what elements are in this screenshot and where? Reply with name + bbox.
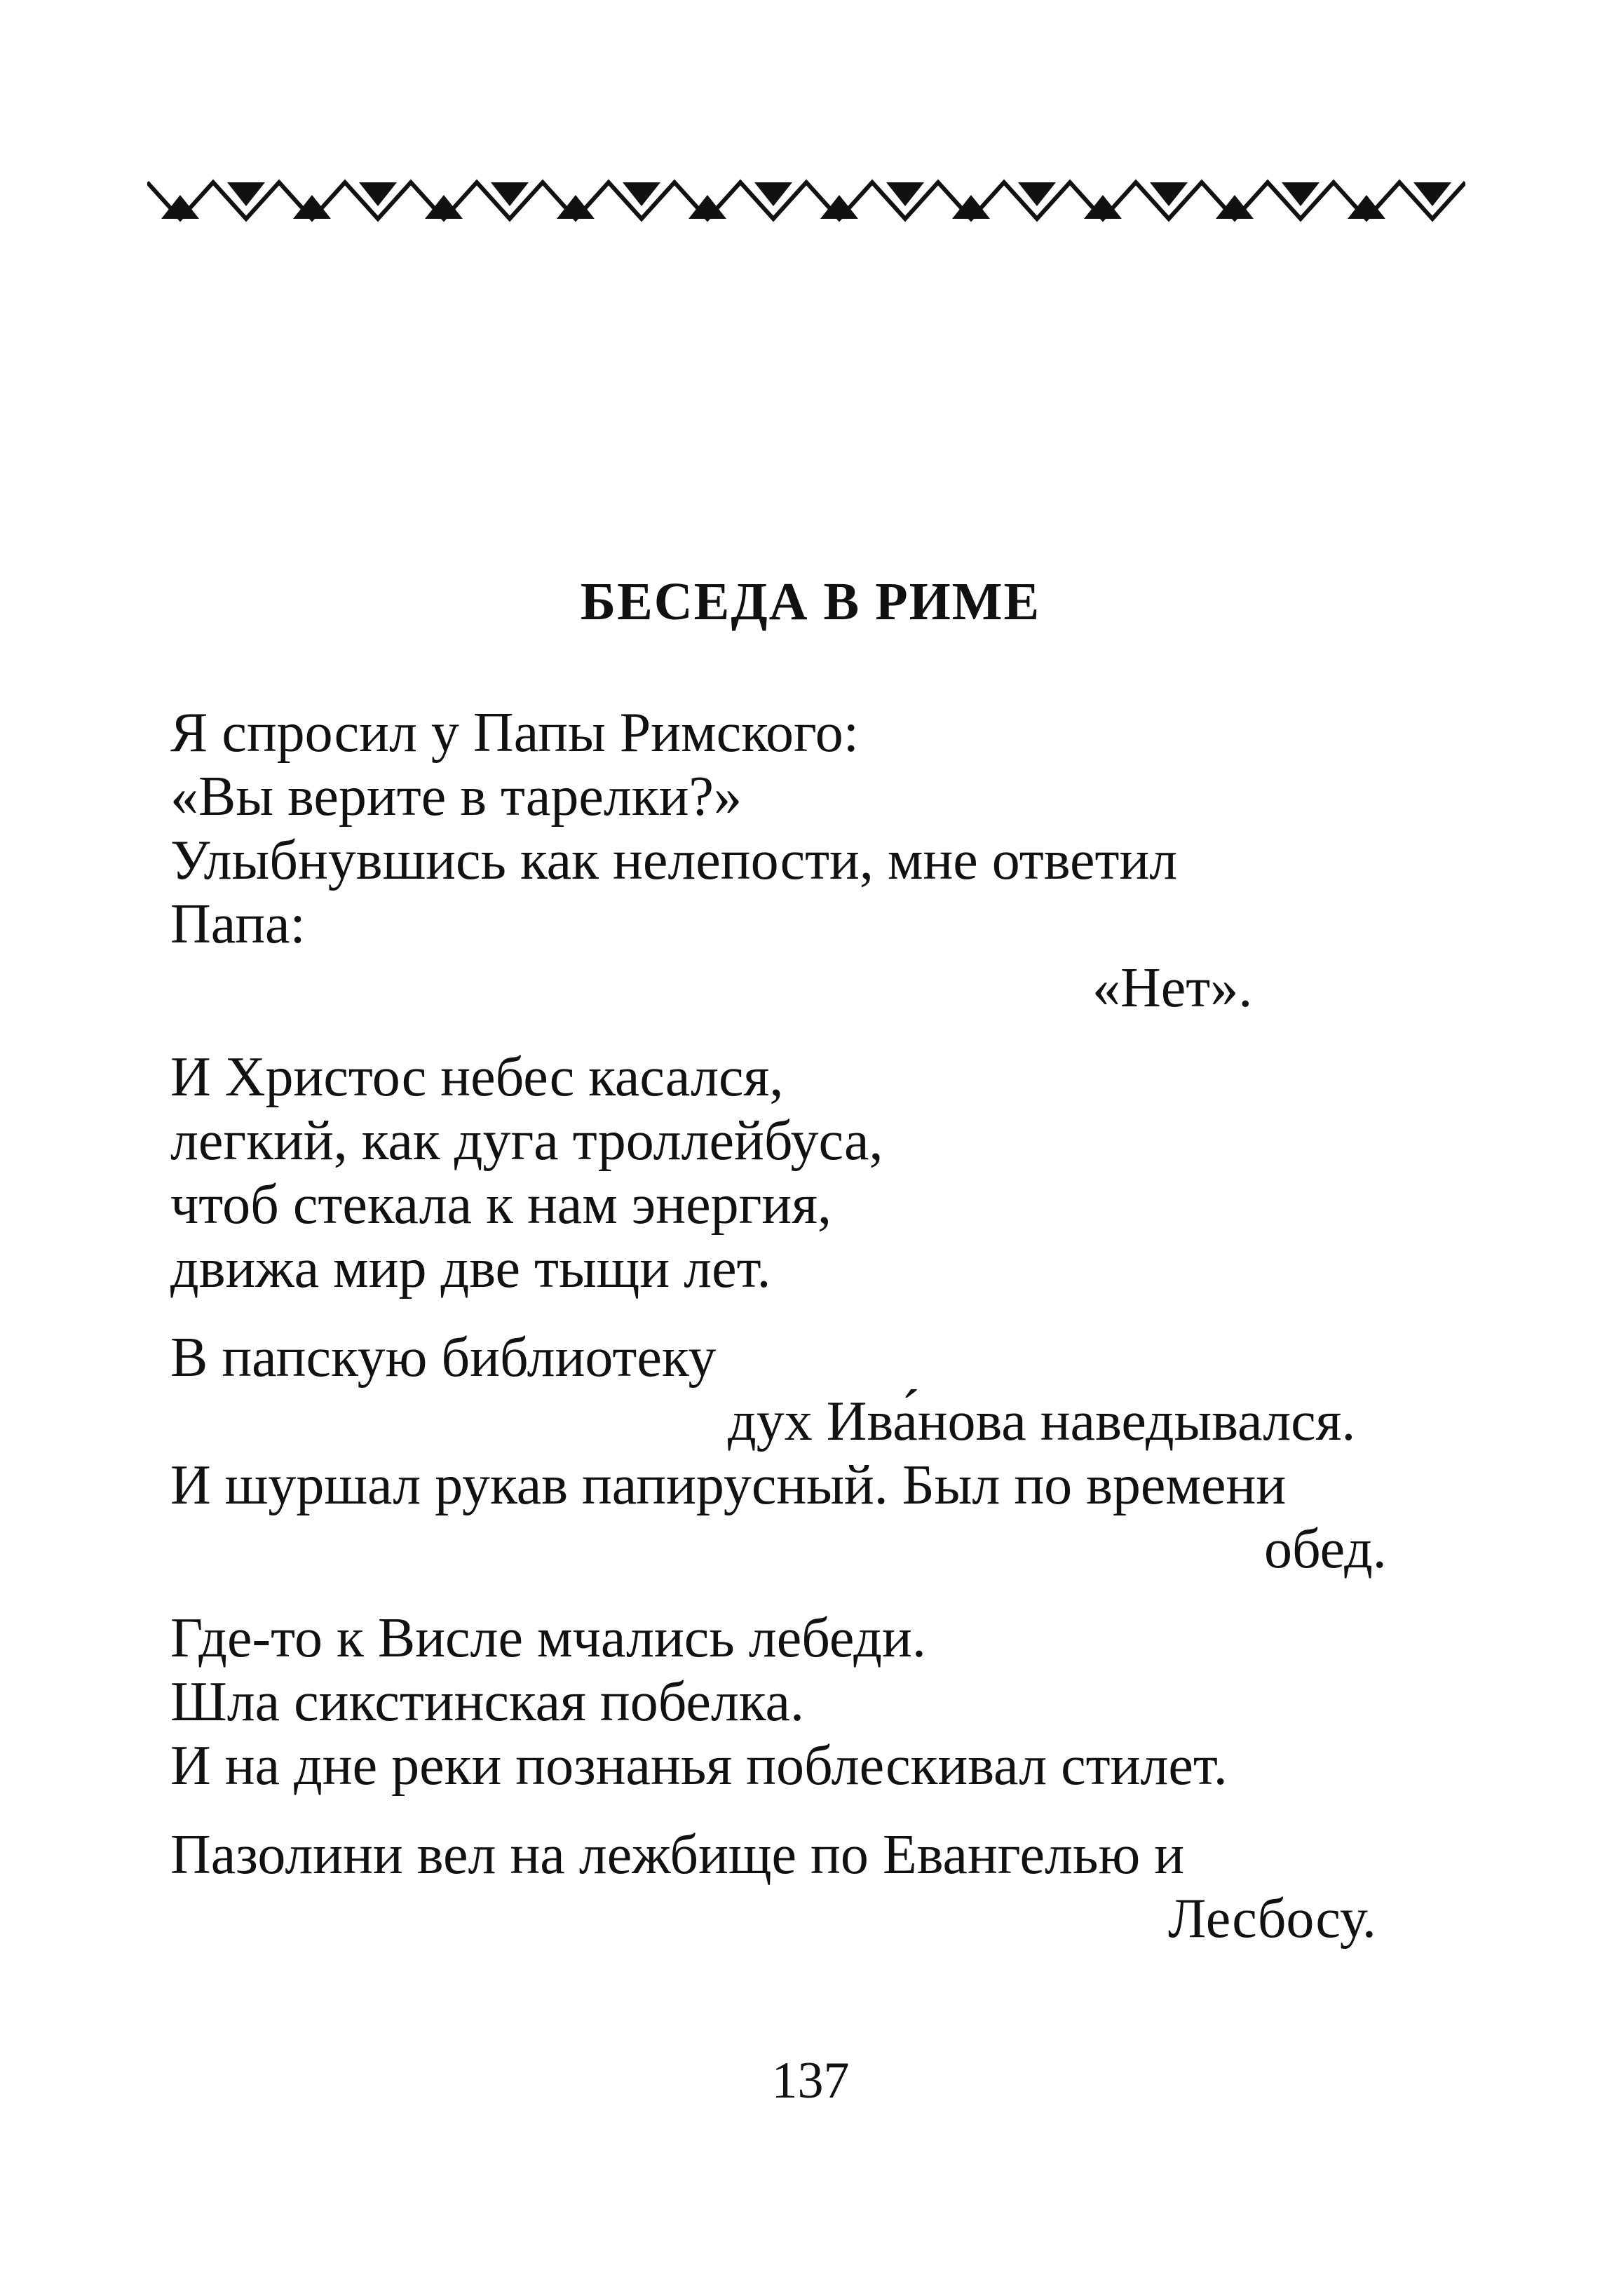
poem-line: «Вы верите в тарелки?» <box>170 766 742 828</box>
poem-title: БЕСЕДА В РИМЕ <box>580 572 1041 631</box>
poem-line: обед. <box>1264 1518 1387 1580</box>
poem-line: Где-то к Висле мчались лебеди. <box>170 1607 926 1669</box>
poem-line: Шла сикстинская побелка. <box>170 1671 804 1733</box>
stanza-3 <box>170 1326 1503 1581</box>
poem-line: И на дне реки познанья поблескивал стилет. <box>170 1735 1228 1797</box>
stanza-1 <box>170 701 1503 1020</box>
poem-line: дух Ива́нова наведывался. <box>728 1391 1356 1452</box>
poem-line: Лесбосу. <box>1168 1888 1376 1950</box>
stanza-5 <box>170 1823 1503 1951</box>
page-number: 137 <box>771 2052 850 2109</box>
poem-line: чтоб стекала к нам энергия, <box>170 1174 832 1236</box>
poem-line: И Христос небес касался, <box>170 1046 784 1108</box>
stanza-4 <box>170 1607 1503 1798</box>
poem-line: В папскую библиотеку <box>170 1327 717 1389</box>
poem-line: Я спросил у Папы Римского: <box>170 702 859 764</box>
zigzag-line <box>147 182 1465 219</box>
poem-body <box>170 701 1503 1951</box>
poem-line: легкий, как дуга троллейбуса, <box>170 1110 883 1172</box>
poem-line: Улыбнувшись как нелепости, мне ответил <box>170 830 1178 891</box>
poem-line: движа мир две тыщи лет. <box>170 1238 771 1299</box>
poem-line: «Нет». <box>1092 957 1253 1019</box>
stanza-2 <box>170 1046 1503 1301</box>
ornament-triangles <box>161 182 1451 219</box>
decorative-ornament-border <box>147 175 1465 224</box>
poem-line: Папа: <box>170 893 306 955</box>
poem-line: И шуршал рукав папирусный. Был по времени <box>170 1454 1287 1516</box>
poem-line: Пазолини вел на лежбище по Евангелью и <box>170 1824 1185 1886</box>
